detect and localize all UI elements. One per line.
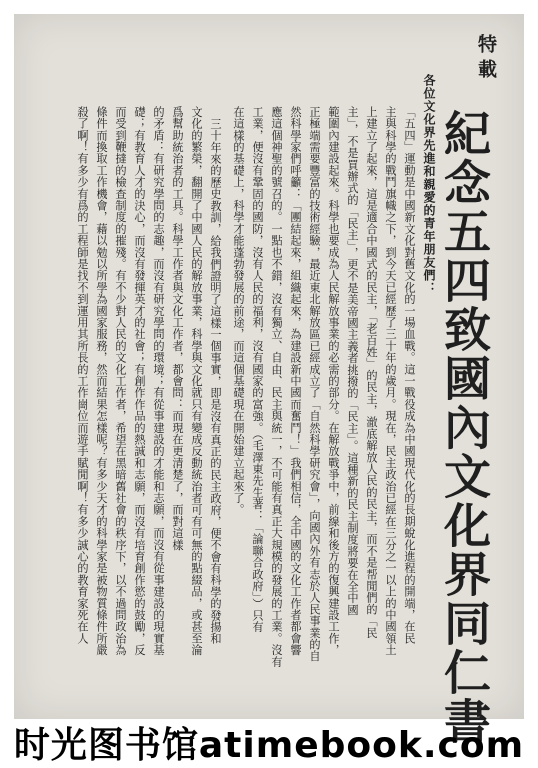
body-column: 然科學家們呼籲：「團結起來，組織起來，為建設新中國而奮鬥！」我們相信，全中國的文化工作者都會響: [289, 106, 302, 656]
body-column: 爲幫助統治者的工具。科學工作者與文化工作者，都會問：而現在更清楚了，而對這樣: [171, 106, 184, 551]
body-column: 三十年來的歷史教訓，給我們證明了這樣一個事實，即是沒有真正的民主政府，便不會有科學的發揚和: [209, 118, 222, 645]
body-column: 工業，便沒有鞏固的國防，沒有人民的福利，沒有國家的富強。（毛澤東先生著：「論聯合政府」）只有: [251, 106, 264, 633]
body-column: 條件而換取工作機會，藉以勉以所學為國家服務，然而結果怎樣呢？有多少天才的科學家是被物質條件所嚴: [95, 106, 108, 656]
article-title: 紀念五四致國內文化界同仁書: [436, 109, 491, 746]
body-column: 主」，不是買辦式的「民主」，更不是美帝國主義者挑撥的「民主」。這種新的民主制度將要在全中國: [346, 106, 359, 616]
body-column: 在這樣的基礎上，科學才能蓬勃發展的前途，而這個基礎現在開始建立起來了。: [232, 106, 245, 516]
body-column: 應這個神聖的號召的。一點也不錯，沒有獨立、自由、民主與統一，不可能有真正大規模的發展的工業。沒有: [270, 106, 283, 668]
body-column: 主與科學的戰鬥旗幟之下，到今天已經歷了三十年的歲月。現在，民主政治已經在三分之一以上的中國領土: [384, 106, 397, 656]
body-column: 殺了啊！有多少有爲的工程師是找不到運用其所長的工作崗位而遊手賦閒啊！有多少誠心的教育家死在人: [76, 106, 89, 645]
body-column: 礎；有教育人才的決心，而沒有發揮英才的社會；有創作作品的熱誠和志願，而沒有培育創作慾的鼓勵，反: [133, 106, 146, 656]
section-tag: 特載: [475, 34, 497, 84]
body-column: 的矛盾：有研究學問的志趣，而沒有研究學問的環境；有從事建設的才能和志願，而沒有從事建設的現實基: [152, 106, 165, 656]
body-column: 「五四」運動是中國新文化對舊文化的一場血戰。這一戰役成為中國現代化的長期蛻化進程的開端，在民: [403, 106, 416, 645]
body-column: 上建立了起來，這是適合中國式的民主，「老百姓」的民主，澈底解放人民的民主，而不是帮閒們的「民: [365, 106, 378, 639]
body-column: 正極端需要豐富的技術經驗，最近東北解放區已經成立了「自然科學研究會」，向國內外有志於人民事業的自: [308, 106, 321, 662]
site-watermark: 时光图书馆atimebook.com: [13, 724, 525, 766]
body-column: 範圍內建設起來。科學也要成為人民解放事業的必需的部分。在解放戰爭中，前線和後方的復興建設工作，: [327, 106, 340, 656]
body-column: 而受到鞭撻的檢查制度的摧殘。有不少對人民的文化工作者，希望在黑暗舊社會的秩序下，以不過問政治為: [114, 106, 127, 656]
salutation: 各位文化界先進和親愛的青年朋友們：: [422, 74, 436, 295]
body-column: 文化的繁榮，翻開了中國人民的解放事業，科學與文化就只有變成反動統治者可有可無的點綴品，或甚至淪: [190, 106, 203, 656]
